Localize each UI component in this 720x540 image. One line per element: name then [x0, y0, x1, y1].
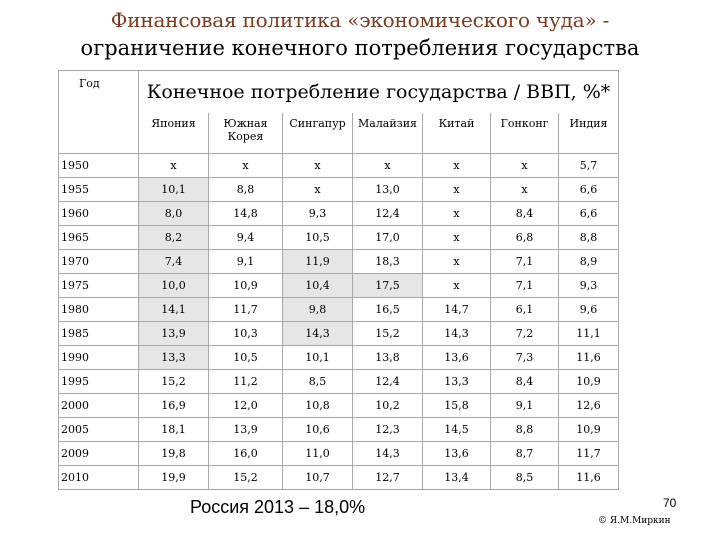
value-cell: 13,6	[423, 346, 491, 370]
value-cell: 6,6	[559, 202, 619, 226]
year-cell: 1950	[59, 154, 139, 178]
year-cell: 1955	[59, 178, 139, 202]
value-cell: 11,2	[209, 370, 283, 394]
year-cell: 1975	[59, 274, 139, 298]
value-cell: x	[283, 154, 353, 178]
value-cell: 8,9	[559, 250, 619, 274]
table-row	[59, 178, 619, 202]
value-cell: 16,9	[139, 394, 209, 418]
table-row	[59, 250, 619, 274]
year-header: Год	[59, 71, 139, 154]
value-cell: 10,0	[139, 274, 209, 298]
table-row	[59, 346, 619, 370]
value-cell: 10,5	[209, 346, 283, 370]
value-cell: 13,9	[139, 322, 209, 346]
value-cell: 8,8	[491, 418, 559, 442]
year-cell: 1995	[59, 370, 139, 394]
value-cell: 10,7	[283, 466, 353, 490]
value-cell: 11,7	[559, 442, 619, 466]
value-cell: 9,3	[283, 202, 353, 226]
table-row	[59, 274, 619, 298]
table-row	[59, 226, 619, 250]
year-cell: 1990	[59, 346, 139, 370]
value-cell: 15,2	[353, 322, 423, 346]
value-cell: 13,6	[423, 442, 491, 466]
value-cell: 17,5	[353, 274, 423, 298]
table-row	[59, 394, 619, 418]
value-cell: 15,2	[139, 370, 209, 394]
value-cell: 11,1	[559, 322, 619, 346]
country-header: Южная Корея	[209, 113, 283, 154]
value-cell: 6,1	[491, 298, 559, 322]
year-cell: 1980	[59, 298, 139, 322]
value-cell: 14,5	[423, 418, 491, 442]
value-cell: 7,1	[491, 250, 559, 274]
value-cell: 12,7	[353, 466, 423, 490]
country-header: Сингапур	[283, 113, 353, 154]
value-cell: 10,3	[209, 322, 283, 346]
value-cell: 7,1	[491, 274, 559, 298]
title-line-2: ограничение конечного потребления государства	[80, 36, 640, 60]
value-cell: 12,0	[209, 394, 283, 418]
value-cell: 8,2	[139, 226, 209, 250]
russia-note: Россия 2013 – 18,0%	[190, 497, 366, 517]
country-header: Малайзия	[353, 113, 423, 154]
value-cell: 13,8	[353, 346, 423, 370]
value-cell: 5,7	[559, 154, 619, 178]
value-cell: 14,1	[139, 298, 209, 322]
page-number: 70	[663, 496, 677, 510]
country-header: Китай	[423, 113, 491, 154]
value-cell: 10,9	[559, 418, 619, 442]
value-cell: x	[139, 154, 209, 178]
table-row	[59, 202, 619, 226]
value-cell: 13,4	[423, 466, 491, 490]
value-cell: 18,1	[139, 418, 209, 442]
value-cell: 14,7	[423, 298, 491, 322]
value-cell: 16,0	[209, 442, 283, 466]
value-cell: 6,8	[491, 226, 559, 250]
value-cell: 10,4	[283, 274, 353, 298]
table-row	[59, 322, 619, 346]
value-cell: 9,1	[209, 250, 283, 274]
value-cell: 11,7	[209, 298, 283, 322]
consumption-table	[58, 70, 619, 490]
year-cell: 1970	[59, 250, 139, 274]
table-row	[59, 370, 619, 394]
value-cell: 8,7	[491, 442, 559, 466]
value-cell: x	[423, 250, 491, 274]
value-cell: 8,4	[491, 370, 559, 394]
value-cell: x	[209, 154, 283, 178]
value-cell: x	[491, 178, 559, 202]
value-cell: 12,4	[353, 370, 423, 394]
value-cell: 14,3	[423, 322, 491, 346]
value-cell: 12,3	[353, 418, 423, 442]
value-cell: 7,3	[491, 346, 559, 370]
value-cell: 11,6	[559, 346, 619, 370]
value-cell: 16,5	[353, 298, 423, 322]
value-cell: x	[423, 226, 491, 250]
value-cell: 8,0	[139, 202, 209, 226]
value-cell: 10,6	[283, 418, 353, 442]
value-cell: x	[423, 202, 491, 226]
value-cell: 12,6	[559, 394, 619, 418]
value-cell: 14,3	[283, 322, 353, 346]
value-cell: 15,8	[423, 394, 491, 418]
table-header-row	[59, 71, 619, 114]
value-cell: 8,5	[491, 466, 559, 490]
table-row	[59, 298, 619, 322]
year-cell: 1960	[59, 202, 139, 226]
value-cell: 8,5	[283, 370, 353, 394]
value-cell: 13,3	[139, 346, 209, 370]
year-cell: 1985	[59, 322, 139, 346]
table-row	[59, 442, 619, 466]
value-cell: 8,8	[559, 226, 619, 250]
value-cell: 13,0	[353, 178, 423, 202]
value-cell: 8,8	[209, 178, 283, 202]
year-cell: 1965	[59, 226, 139, 250]
value-cell: 14,8	[209, 202, 283, 226]
value-cell: x	[283, 178, 353, 202]
country-header: Гонконг	[491, 113, 559, 154]
value-cell: x	[353, 154, 423, 178]
value-cell: 18,3	[353, 250, 423, 274]
value-cell: x	[423, 178, 491, 202]
value-cell: 10,9	[209, 274, 283, 298]
value-cell: 9,1	[491, 394, 559, 418]
country-header: Япония	[139, 113, 209, 154]
value-cell: 11,0	[283, 442, 353, 466]
country-header-row	[59, 113, 619, 154]
value-cell: 10,1	[283, 346, 353, 370]
value-cell: 13,3	[423, 370, 491, 394]
table-row	[59, 154, 619, 178]
value-cell: 11,9	[283, 250, 353, 274]
year-cell: 2005	[59, 418, 139, 442]
value-cell: 10,1	[139, 178, 209, 202]
value-cell: 17,0	[353, 226, 423, 250]
value-cell: 19,8	[139, 442, 209, 466]
title-line-1: Финансовая политика «экономического чуда» -	[110, 8, 610, 32]
value-cell: 9,3	[559, 274, 619, 298]
year-cell: 2010	[59, 466, 139, 490]
value-cell: 9,6	[559, 298, 619, 322]
value-cell: 11,6	[559, 466, 619, 490]
main-header: Конечное потребление государства / ВВП, %*	[139, 71, 619, 114]
copyright: © Я.М.Миркин	[598, 516, 671, 526]
table-row	[59, 466, 619, 490]
value-cell: 14,3	[353, 442, 423, 466]
value-cell: x	[423, 274, 491, 298]
value-cell: 7,2	[491, 322, 559, 346]
value-cell: 10,8	[283, 394, 353, 418]
value-cell: 10,9	[559, 370, 619, 394]
value-cell: 6,6	[559, 178, 619, 202]
value-cell: 7,4	[139, 250, 209, 274]
value-cell: 12,4	[353, 202, 423, 226]
year-cell: 2000	[59, 394, 139, 418]
value-cell: 10,2	[353, 394, 423, 418]
value-cell: 9,4	[209, 226, 283, 250]
year-cell: 2009	[59, 442, 139, 466]
country-header: Индия	[559, 113, 619, 154]
value-cell: 8,4	[491, 202, 559, 226]
value-cell: 10,5	[283, 226, 353, 250]
value-cell: 9,8	[283, 298, 353, 322]
value-cell: x	[491, 154, 559, 178]
value-cell: x	[423, 154, 491, 178]
value-cell: 15,2	[209, 466, 283, 490]
table-row	[59, 418, 619, 442]
value-cell: 13,9	[209, 418, 283, 442]
value-cell: 19,9	[139, 466, 209, 490]
